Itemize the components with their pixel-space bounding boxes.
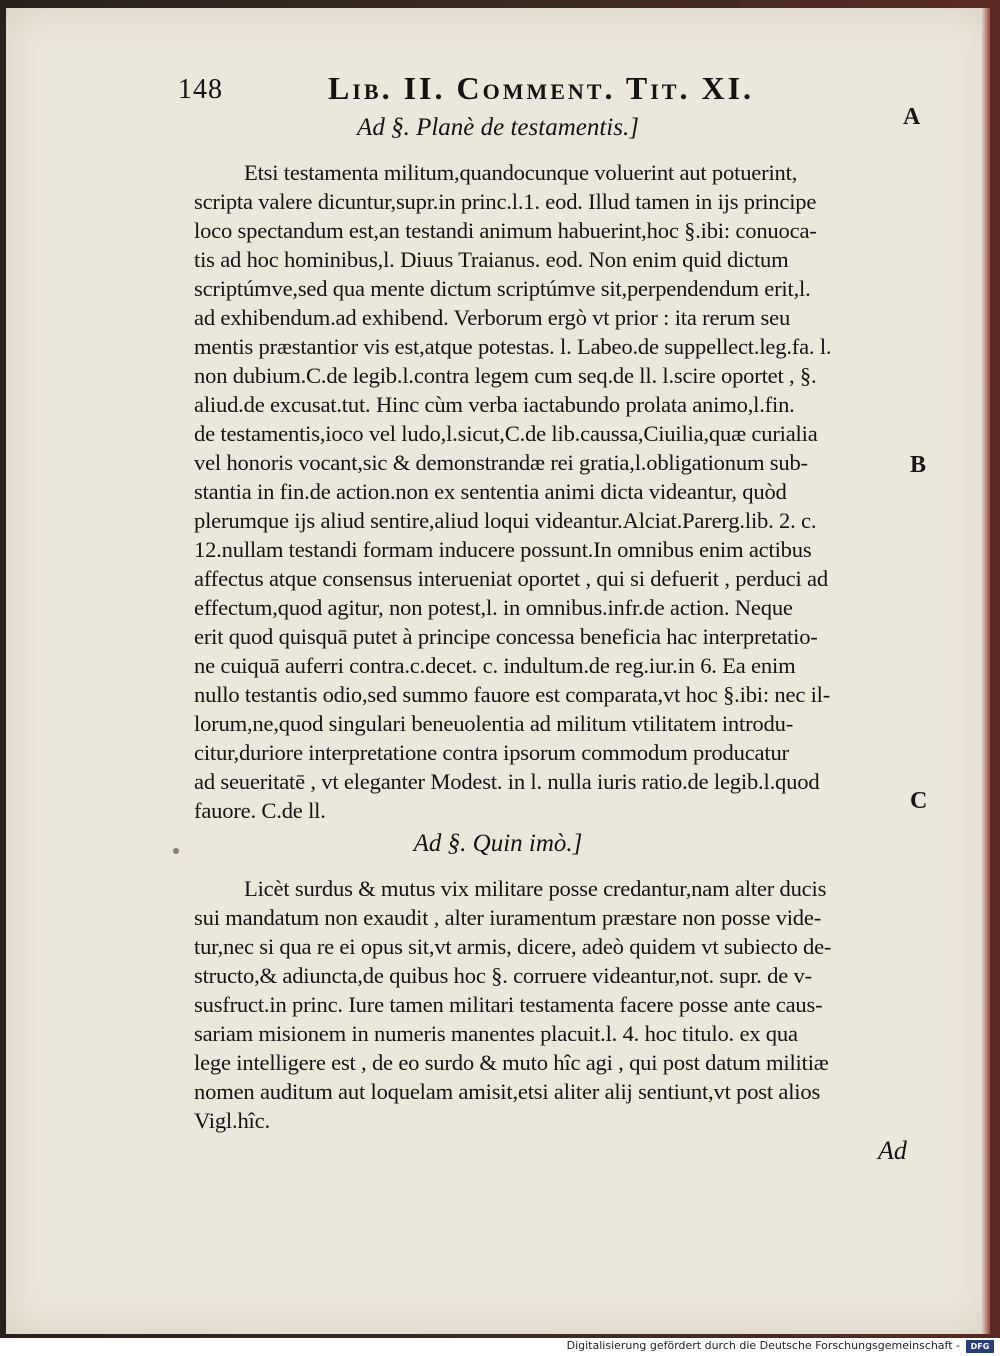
text-line: erit quod quisquā putet à principe concessa beneficia hac interpretatio-: [194, 624, 818, 649]
digitization-footer: [0, 1338, 1000, 1356]
text-line: scripta valere dicuntur,supr.in princ.l.1. eod. Illud tamen in ijs principe: [194, 189, 817, 214]
funding-credit: Digitalisierung gefördert durch die Deutsche Forschungsgemeinschaft -: [566, 1339, 960, 1352]
text-line: nullo testantis odio,sed summo fauore est comparata,vt hoc §.ibi: nec il-: [194, 682, 831, 707]
text-line: plerumque ijs aliud sentire,aliud loqui videantur.Alciat.Parerg.lib. 2. c.: [194, 508, 817, 533]
dfg-logo: DFG: [966, 1340, 994, 1353]
text-line: stantia in fin.de action.non ex sententia animi dicta videantur, quòd: [194, 479, 787, 504]
running-title: Lib. II. Comment. Tit. XI.: [328, 70, 755, 106]
margin-letter-a: A: [903, 104, 921, 130]
page-edge: [982, 8, 990, 1334]
text-line: 12.nullam testandi formam inducere possunt.In omnibus enim actibus: [194, 537, 812, 562]
text-line: scriptúmve,sed qua mente dictum scriptúmve sit,perpendendum erit,l.: [194, 276, 811, 301]
catchword: Ad: [878, 1136, 907, 1165]
text-line: citur,duriore interpretatione contra ipsorum commodum producatur: [194, 740, 789, 765]
ink-spot: [173, 848, 179, 854]
text-line: mentis præstantior vis est,atque potestas. l. Labeo.de suppellect.leg.fa. l.: [194, 334, 832, 359]
text-line: loco spectandum est,an testandi animum habuerint,hoc §.ibi: conuoca-: [194, 218, 817, 243]
margin-letter-c: C: [910, 788, 928, 814]
section-body-plane: [194, 158, 916, 825]
text-line: non dubium.C.de legib.l.contra legem cum seq.de ll. l.scire oportet , §.: [194, 363, 817, 388]
text-line: de testamentis,ioco vel ludo,l.sicut,C.de lib.caussa,Ciuilia,quæ curialia: [194, 421, 818, 446]
text-line: Etsi testamenta militum,quandocunque voluerint aut potuerint,: [244, 160, 798, 185]
section-body-quin-imo: [194, 874, 916, 1135]
text-line: sariam misionem in numeris manentes placuit.l. 4. hoc titulo. ex qua: [194, 1021, 798, 1046]
text-line: affectus atque consensus interueniat oportet , qui si defuerit , perduci ad: [194, 566, 828, 591]
text-line: structo,& adiuncta,de quibus hoc §. corruere videantur,not. supr. de v-: [194, 963, 812, 988]
page-number: 148: [178, 74, 223, 105]
text-line: Vigl.hîc.: [194, 1108, 270, 1133]
text-line: fauore. C.de ll.: [194, 798, 326, 823]
section-heading-quin-imo: Ad §. Quin imò.]: [413, 830, 583, 857]
text-line: susfruct.in princ. Iure tamen militari testamenta facere posse ante caus-: [194, 992, 823, 1017]
text-line: sui mandatum non exaudit , alter iuramentum præstare non posse vide-: [194, 905, 822, 930]
text-line: lege intelligere est , de eo surdo & muto hîc agi , qui post datum militiæ: [194, 1050, 829, 1075]
text-line: tur,nec si qua re ei opus sit,vt armis, dicere, adeò quidem vt subiecto de-: [194, 934, 832, 959]
book-page: [6, 8, 990, 1334]
text-line: ad exhibendum.ad exhibend. Verborum ergò vt prior : ita rerum seu: [194, 305, 791, 330]
margin-letter-b: B: [910, 452, 927, 478]
text-line: Licèt surdus & mutus vix militare posse credantur,nam alter ducis: [244, 876, 827, 901]
section-heading-plane: Ad §. Planè de testamentis.]: [357, 114, 639, 141]
text-line: effectum,quod agitur, non potest,l. in omnibus.infr.de action. Neque: [194, 595, 793, 620]
text-line: aliud.de excusat.tut. Hinc cùm verba iactabundo prolata animo,l.fin.: [194, 392, 795, 417]
running-head: [6, 68, 990, 118]
text-line: ad seueritatē , vt eleganter Modest. in l. nulla iuris ratio.de legib.l.quod: [194, 769, 820, 794]
text-line: tis ad hoc hominibus,l. Diuus Traianus. eod. Non enim quid dictum: [194, 247, 789, 272]
text-line: ne cuiquā auferri contra.c.decet. c. indultum.de reg.iur.in 6. Ea enim: [194, 653, 796, 678]
text-line: lorum,ne,quod singulari beneuolentia ad militum vtilitatem introdu-: [194, 711, 794, 736]
text-line: nomen auditum aut loquelam amisit,etsi aliter alij sentiunt,vt post alios: [194, 1079, 821, 1104]
text-line: vel honoris vocant,sic & demonstrandæ rei gratia,l.obligationum sub-: [194, 450, 808, 475]
